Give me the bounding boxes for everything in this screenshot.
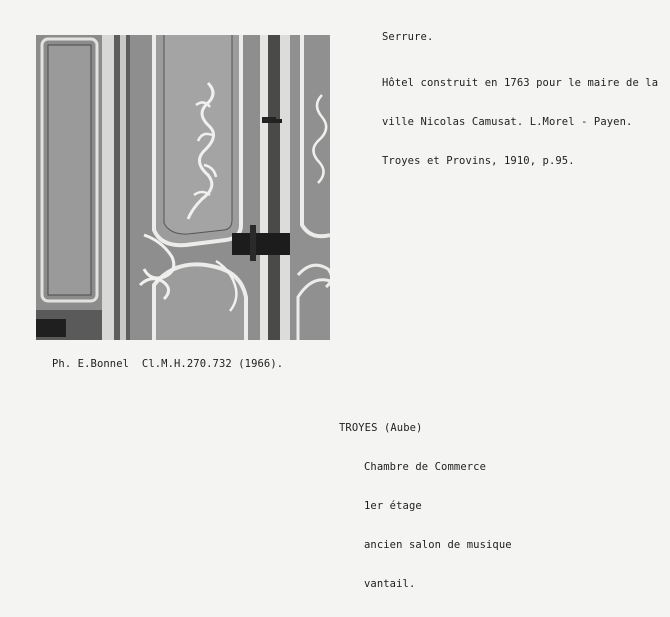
location-line: vantail.	[364, 578, 416, 590]
caption-line: Troyes et Provins, 1910, p.95.	[382, 155, 575, 167]
photo-credit: Ph. E.Bonnel Cl.M.H.270.732 (1966).	[52, 358, 284, 370]
door-illustration	[36, 35, 330, 340]
caption-title: Serrure.	[382, 31, 434, 43]
caption-line: Hôtel construit en 1763 pour le maire de la	[382, 77, 659, 89]
location-title: TROYES (Aube)	[339, 422, 423, 434]
location-line: 1er étage	[364, 500, 422, 512]
caption-text	[382, 51, 658, 194]
location-line: Chambre de Commerce	[364, 461, 487, 473]
location-details	[364, 435, 512, 617]
location-line: ancien salon de musique	[364, 539, 512, 551]
caption-line: ville Nicolas Camusat. L.Morel - Payen.	[382, 116, 633, 128]
door-lock-photograph	[36, 35, 330, 340]
